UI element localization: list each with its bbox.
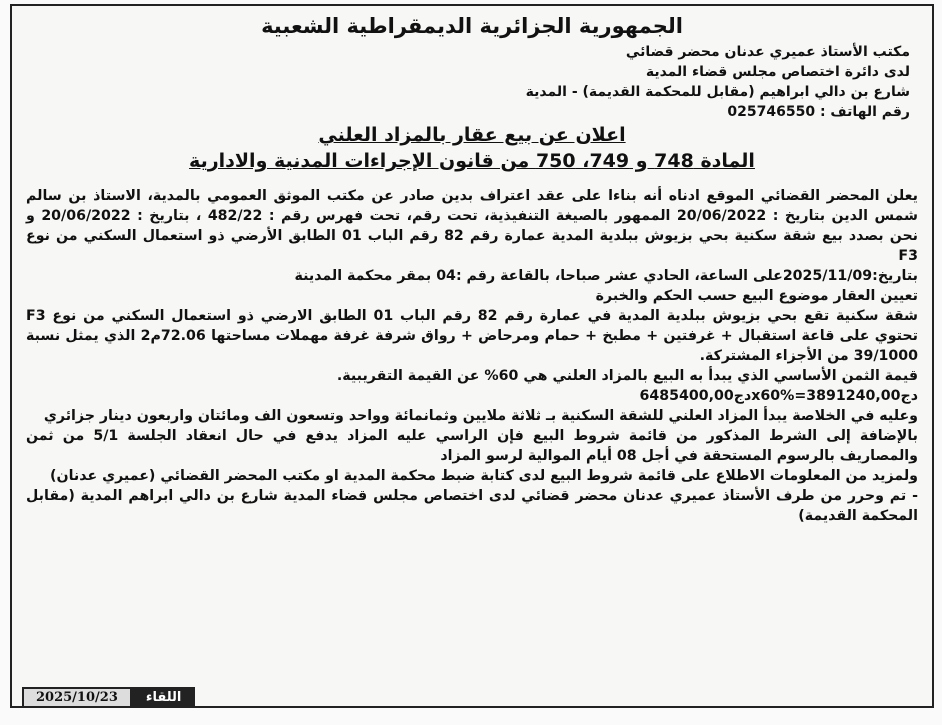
office-block <box>26 42 910 122</box>
announcement-articles: المادة 748 و 749، 750 من قانون الإجراءات المدنية والادارية <box>189 150 755 172</box>
newspaper-name: اللقاء <box>132 687 196 708</box>
paragraph-base-price: قيمة الثمن الأساسي الذي يبدأ به البيع بالمزاد العلني هي 60% عن القيمة التقريبية. <box>336 368 918 384</box>
paragraph-information: ولمزيد من المعلومات الاطلاع على قائمة شروط البيع لدى كتابة ضبط محكمة المدية او مكتب المحضر القضائي (عميري عدنان) <box>50 468 918 484</box>
office-name: مكتب الأستاذ عميري عدنان محضر قضائي <box>625 44 910 60</box>
office-address: شارع بن دالي ابراهيم (مقابل للمحكمة القديمة) - المدية <box>525 84 910 100</box>
paragraph-property-description: شقة سكنية تقع بحي بزيوش ببلدية المدية في عمارة رقم 82 رقم الباب 01 الطابق الارضي ذو استعمال السكني من نوع F3 تحتوي على قاعة استقبال + غرفتين + مطبخ + حمام ومرحاض + رواق شرفة غرفة مهملات مساحتها 72.06م2 الذي يمثل نسبة 39/1000 من الأجزاء المشتركة. <box>26 308 918 364</box>
paragraph-signature: - تم وحرر من طرف الأستاذ عميري عدنان محضر قضائي لدى اختصاص مجلس قضاء المدية شارع بن دالي ابراهم المدية (مقابل المحكمة القديمة) <box>26 488 918 524</box>
office-phone: رقم الهاتف : 025746550 <box>727 104 910 120</box>
paragraph-price-calculation: 6485400,00دجx60%=3891240,00دج <box>639 388 918 404</box>
publication-date: 2025/10/23 <box>22 687 132 708</box>
office-jurisdiction: لدى دائرة اختصاص مجلس قضاء المدية <box>645 64 910 80</box>
announcement-title: اعلان عن بيع عقار بالمزاد العلني <box>318 124 626 146</box>
legal-notice <box>10 4 934 708</box>
publication-footer <box>22 687 201 708</box>
paragraph-intro: يعلن المحضر القضائي الموقع ادناه أنه بناءا على عقد اعتراف بدين صادر عن مكتب الموثق العمومي بالمدية، الاستاذ بن سالم شمس الدين بتاريخ : 20/06/2022 الممهور بالصيغة التنفيذية، تحت رقم، تحت فهرس رقم : 482/22 ، بتاريخ : 20/06/2022 و نحن بصدد بيع شقة سكنية بحي بزيوش ببلدية المدية عمارة رقم 82 رقم الباب 01 الطابق الأرضي ذو استعمال السكني من نوع F3 <box>26 188 919 264</box>
republic-title: الجمهورية الجزائرية الديمقراطية الشعبية <box>261 14 683 38</box>
notice-body <box>26 186 918 526</box>
paragraph-summary: وعليه في الخلاصة يبدأ المزاد العلني للشقة السكنية بـ ثلاثة ملايين وثمانمائة وواحد وتسعون الف ومائتان واربعون دينار جزائري <box>43 408 918 424</box>
paragraph-sale-date: بتاريخ:2025/11/09على الساعة، الحادي عشر صباحا، بالقاعة رقم :04 بمقر محكمة المدينة <box>294 268 918 284</box>
paragraph-conditions: بالإضافة إلى الشرط المذكور من قائمة شروط البيع فإن الراسي عليه المزاد يدفع في حال انعقاد الجلسة 5/1 من ثمن والمصاريف بالرسوم المستحقة في أجل 08 أيام الموالية لرسو المزاد <box>26 428 918 464</box>
paragraph-property-heading: تعيين العقار موضوع البيع حسب الحكم والخبرة <box>595 288 918 304</box>
